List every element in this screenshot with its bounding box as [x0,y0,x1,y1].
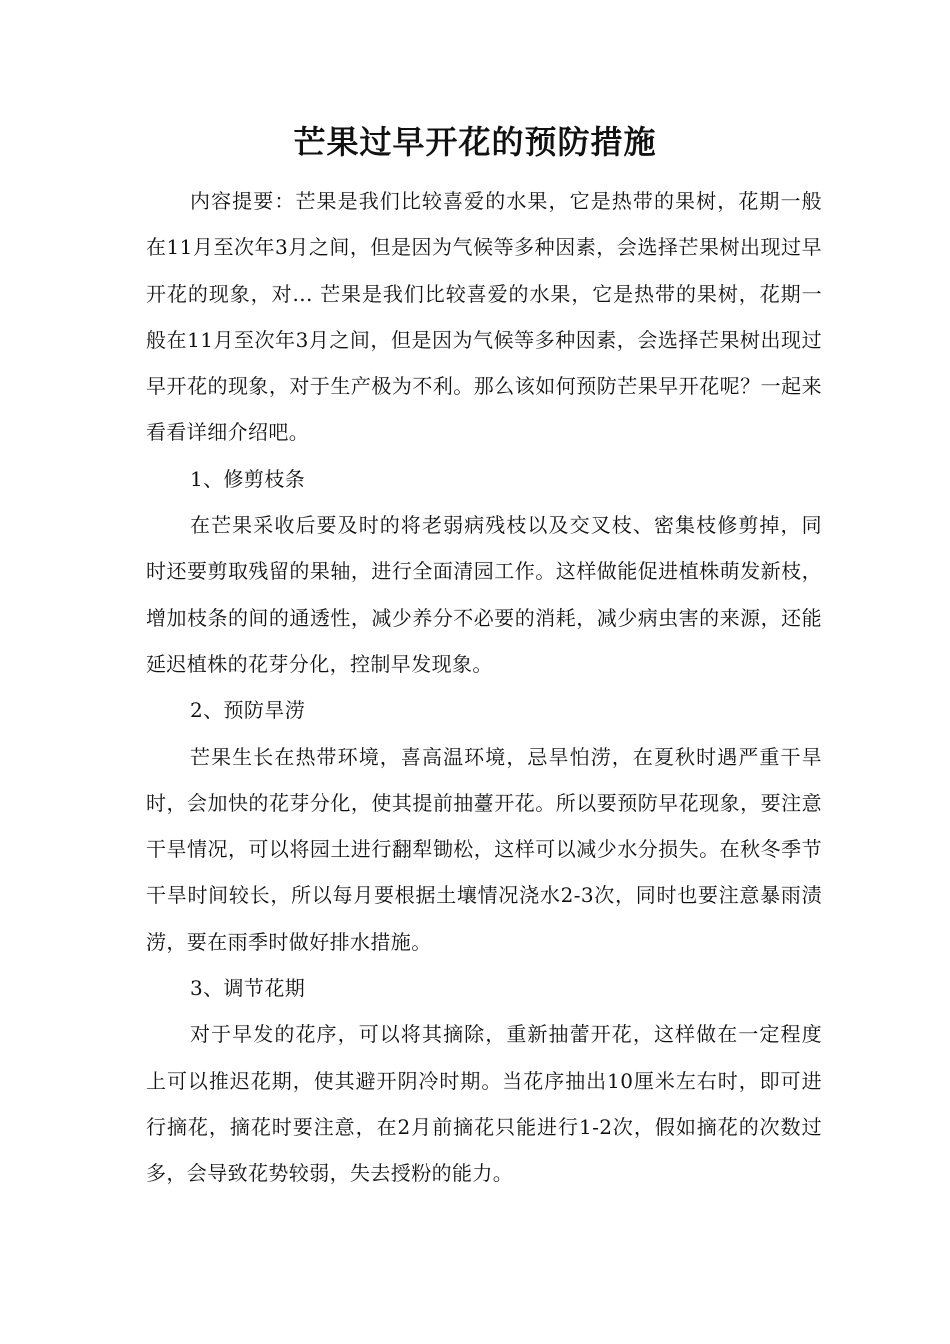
section-heading-drought-flood: 2、预防旱涝 [190,698,306,723]
flowering-paragraph: 对于早发的花序，可以将其摘除，重新抽蕾开花，这样做在一定程度上可以推迟花期，使其避开阴冷时期。当花序抽出10厘米左右时，即可进行摘花，摘花时要注意，在2月前摘花只能进行1-2次，假如摘花的次数过多，会导致花势较弱，失去授粉的能力。 [146,1022,822,1186]
document-title: 芒果过早开花的预防措施 [293,123,657,161]
section-heading-flowering: 3、调节花期 [190,976,306,1001]
document-body [146,178,822,1197]
section-heading-pruning: 1、修剪枝条 [190,466,306,491]
drought-flood-paragraph: 芒果生长在热带环境，喜高温环境，忌旱怕涝，在夏秋时遇严重干旱时，会加快的花芽分化，使其提前抽薹开花。所以要预防早花现象，要注意干旱情况，可以将园土进行翻犁锄松，这样可以减少水分损失。在秋冬季节干旱时间较长，所以每月要根据土壤情况浇水2-3次，同时也要注意暴雨渍涝，要在雨季时做好排水措施。 [146,744,822,954]
intro-paragraph: 内容提要：芒果是我们比较喜爱的水果，它是热带的果树，花期一般在11月至次年3月之间，但是因为气候等多种因素，会选择芒果树出现过早开花的现象，对... 芒果是我们比较喜爱的水果，它是热带的果树，花期一般在11月至次年3月之间，但是因为气候等多种因素，会选择芒果树出现过早开花的现象，对于生产极为不利。那么该如何预防芒果早开花呢？一起来看看详细介绍吧。 [146,189,822,445]
pruning-paragraph: 在芒果采收后要及时的将老弱病残枝以及交叉枝、密集枝修剪掉，同时还要剪取残留的果轴，进行全面清园工作。这样做能促进植株萌发新枝，增加枝条的间的通透性，减少养分不必要的消耗，减少病虫害的来源，还能延迟植株的花芽分化，控制早发现象。 [146,513,822,676]
